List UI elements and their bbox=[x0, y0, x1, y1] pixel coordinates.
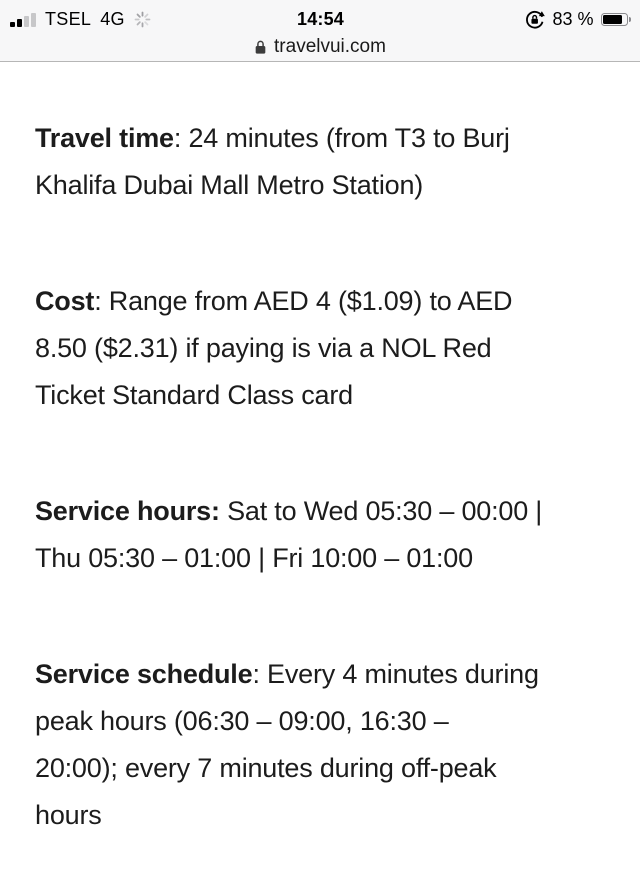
network-activity-spinner-icon bbox=[134, 11, 151, 28]
paragraph-label: Travel time bbox=[35, 123, 174, 153]
battery-fill bbox=[603, 15, 622, 24]
network-type-label: 4G bbox=[100, 9, 125, 29]
paragraph-label: Cost bbox=[35, 286, 95, 316]
address-bar[interactable] bbox=[0, 33, 640, 61]
safari-top-bar bbox=[0, 0, 640, 62]
paragraph-text: : 24 minutes (from T3 to Burj Khalifa Dubai Mall Metro Station) bbox=[35, 123, 510, 200]
rotation-lock-icon bbox=[524, 9, 545, 30]
status-bar bbox=[0, 0, 640, 33]
paragraph-cost bbox=[35, 278, 640, 419]
paragraph-service-schedule bbox=[35, 651, 640, 839]
carrier-label: TSEL bbox=[45, 9, 92, 29]
battery-nub bbox=[629, 17, 632, 22]
paragraph-text: : Range from AED 4 ($1.09) to AED 8.50 ($2.31) if paying is via a NOL Red Ticket Standard Class card bbox=[35, 286, 513, 410]
url-domain: travelvui.com bbox=[274, 36, 386, 57]
battery-percent-label: 83 % bbox=[552, 9, 594, 29]
page-content bbox=[0, 62, 640, 872]
status-bar-left bbox=[10, 9, 297, 30]
clock-label: 14:54 bbox=[296, 9, 345, 29]
battery-icon bbox=[601, 13, 632, 26]
paragraph-label: Service schedule bbox=[35, 659, 253, 689]
paragraph-service-hours bbox=[35, 488, 640, 582]
paragraph-text: : Every 4 minutes during peak hours (06:30 – 09:00, 16:30 – 20:00); every 7 minutes during off-peak hours bbox=[35, 659, 539, 830]
paragraph-text: Sat to Wed 05:30 – 00:00 | Thu 05:30 – 01:00 | Fri 10:00 – 01:00 bbox=[35, 496, 543, 573]
status-bar-right bbox=[344, 9, 631, 30]
status-bar-center bbox=[297, 9, 344, 30]
paragraph-travel-time bbox=[35, 115, 640, 209]
https-lock-icon bbox=[254, 39, 267, 55]
paragraph-label: Service hours: bbox=[35, 496, 220, 526]
cell-signal-icon bbox=[10, 13, 36, 27]
